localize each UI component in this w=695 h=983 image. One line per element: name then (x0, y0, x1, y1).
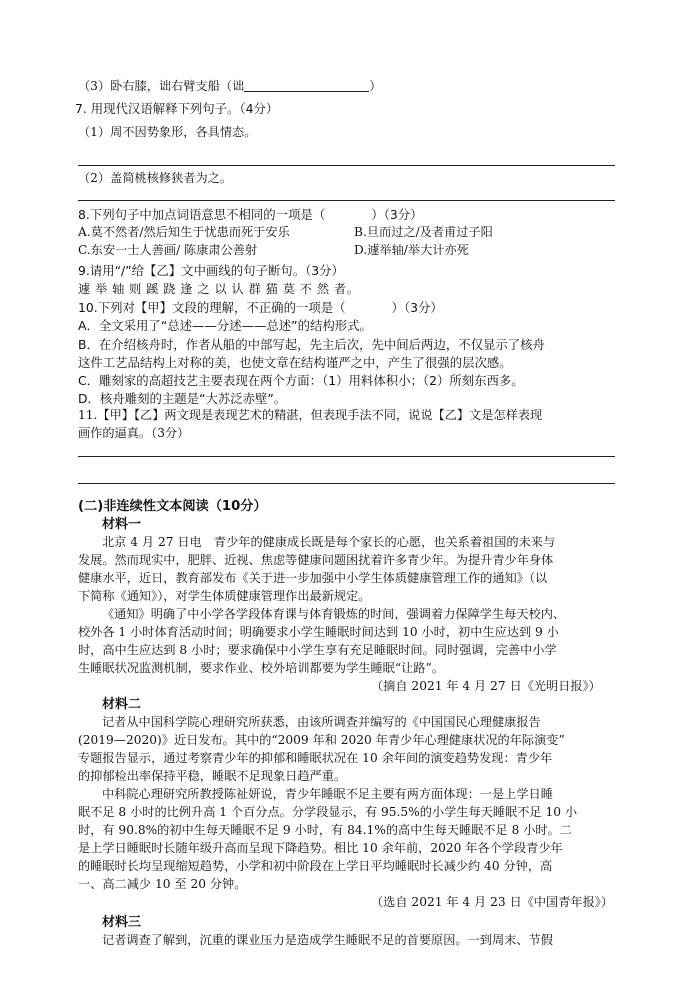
option-d: D.遽举轴/举大计亦死 (354, 243, 469, 257)
question-8-title-end: ）（3分） (371, 207, 423, 222)
option-c: C.东安一士人善画/ 陈康肃公善射 (78, 243, 258, 257)
question-10-title-end: ）（3分） (391, 300, 443, 315)
material-3-line: 记者调查了解到，沉重的课业压力是造成学生睡眠不足的首要原因。一到周末、节假 (102, 933, 553, 947)
material-1-line: 时，高中生应达到 8 小时；要求确保中小学生享有充足睡眠时间。同时强调，完善中小学 (78, 643, 557, 657)
material-1-line: 《通知》明确了中小学各学段体育课与体育锻炼的时间，强调着力保障学生每天校内、 (102, 607, 566, 621)
question-9-sentence: 遽 举 轴 则 蹊 跷 逢 之 以 认 群 猫 莫 不 然 者。 (78, 282, 360, 296)
question-text: （3）卧右膝，诎右臂支船（诎 (78, 79, 245, 93)
material-2-line: 专题报告显示，通过考察青少年的抑郁和睡眠状况在 10 余年间的演变趋势发现：青少年 (78, 751, 553, 765)
material-3-title: 材料三 (102, 915, 142, 930)
material-1-line: 发展。然而现实中，肥胖、近视、焦虑等健康问题困扰着许多青少年。为提升青少年身体 (78, 553, 554, 567)
material-2-line: 是上学日睡眠时长随年级升高而呈现下降趋势。相比 10 余年前，2020 年各个学段青少年 (78, 841, 563, 855)
answer-line (78, 200, 615, 201)
material-1-line: 北京 4 月 27 日电 青少年的健康成长既是每个家长的心愿，也关系着祖国的未来与 (102, 535, 556, 549)
section-heading: (二)非连续性文本阅读（10分） (78, 499, 267, 514)
material-1-title: 材料一 (102, 517, 142, 532)
material-1-line: 下简称《通知》），对学生体质健康管理作出最新规定。 (78, 589, 371, 603)
material-2-line: (2019—2020)》近日发布。其中的“2009 年和 2020 年青少年心理健康状况的年际演变” (78, 733, 565, 747)
material-2-source: （选自 2021 年 4 月 23 日《中国青年报》） (371, 895, 614, 909)
option-a: A.莫不然者/然后知生于忧患而死于安乐 (78, 225, 290, 239)
material-2-line: 记者从中国科学院心理研究所获悉，由该所调查并编写的《中国国民心理健康报告 (102, 715, 541, 729)
question-8-title-start: 8.下列句子中加点词语意思不相同的一项是（ (78, 207, 326, 222)
question-10-title-start: 10.下列对【甲】文段的理解，不正确的一项是（ (78, 300, 346, 315)
option-b-line-1: B．在介绍核舟时，作者从船的中部写起，先主后次，先中间后两边，不仅显示了核舟 (78, 337, 545, 352)
option-b: B.旦而过之/及者甫过子阳 (354, 225, 493, 239)
question-7-sentence-1: （1）周不因势象形，各具情态。 (78, 125, 257, 139)
material-1-source: （摘自 2021 年 4 月 27 日《光明日报》） (371, 679, 601, 693)
question-7-title: 7. 用现代汉语解释下列句子。（4分） (75, 101, 279, 116)
answer-line (78, 456, 615, 457)
material-1-line: 校外各 1 小时体育活动时间；明确要求小学生睡眠时间达到 10 小时，初中生应达到 9 小 (78, 625, 559, 639)
question-9-title: 9.请用“/”给【乙】文中画线的句子断句。（3分） (78, 263, 344, 278)
option-a: A．全文采用了“总述——分述——总述”的结构形式。 (78, 318, 372, 333)
option-c: C．雕刻家的高超技艺主要表现在两个方面：（1）用料体积小；（2）所刻东西多。 (78, 373, 524, 388)
answer-line (78, 483, 615, 484)
material-1-line: 健康水平，近日，教育部发布《关于进一步加强中小学生体质健康管理工作的通知》（以 (78, 571, 548, 585)
question-10-title (78, 299, 443, 316)
material-2-line: 的睡眠时长均呈现缩短趋势，小学和初中阶段在上学日平均睡眠时长减少约 40 分钟，高 (78, 859, 553, 873)
answer-line (78, 165, 615, 166)
question-11-line-1: 11.【甲】【乙】两文现是表现艺术的精湛，但表现手法不同，说说【乙】文是怎样表现 (78, 408, 543, 422)
question-11-line-2: 画作的逼真。（3分） (78, 426, 190, 440)
material-2-line: 时，有 90.8%的初中生每天睡眠不足 9 小时，有 84.1%的高中生每天睡眠不足 8 小时。二 (78, 823, 572, 837)
material-2-title: 材料二 (102, 697, 142, 712)
material-2-line: 的抑郁检出率保持平稳，睡眠不足现象日趋严重。 (78, 769, 347, 783)
question-6-item-3 (78, 78, 381, 95)
option-d: D．核舟雕刻的主题是“大苏泛赤壁”。 (78, 391, 287, 406)
question-text-end: ） (369, 79, 382, 93)
material-2-line: 一、高二减少 10 至 20 分钟。 (78, 877, 247, 891)
answer-blank[interactable] (244, 79, 369, 92)
material-2-line: 中科院心理研究所教授陈祉妍说，青少年睡眠不足主要有两方面体现：一是上学日睡 (102, 787, 553, 801)
option-b-line-2: 这件工艺品结构上对称的美，也使文章在结构谨严之中，产生了很强的层次感。 (78, 355, 512, 370)
material-1-line: 生睡眠状况监测机制，要求作业、校外培训都要为学生睡眠“让路”。 (78, 661, 444, 675)
question-8-title (78, 206, 423, 223)
material-2-line: 眠不足 8 小时的比例升高 1 个百分点。分学段显示，有 95.5%的小学生每天睡眠不足 10 小 (78, 805, 578, 819)
question-7-sentence-2: （2）盖简桃核修狭者为之。 (78, 171, 233, 185)
